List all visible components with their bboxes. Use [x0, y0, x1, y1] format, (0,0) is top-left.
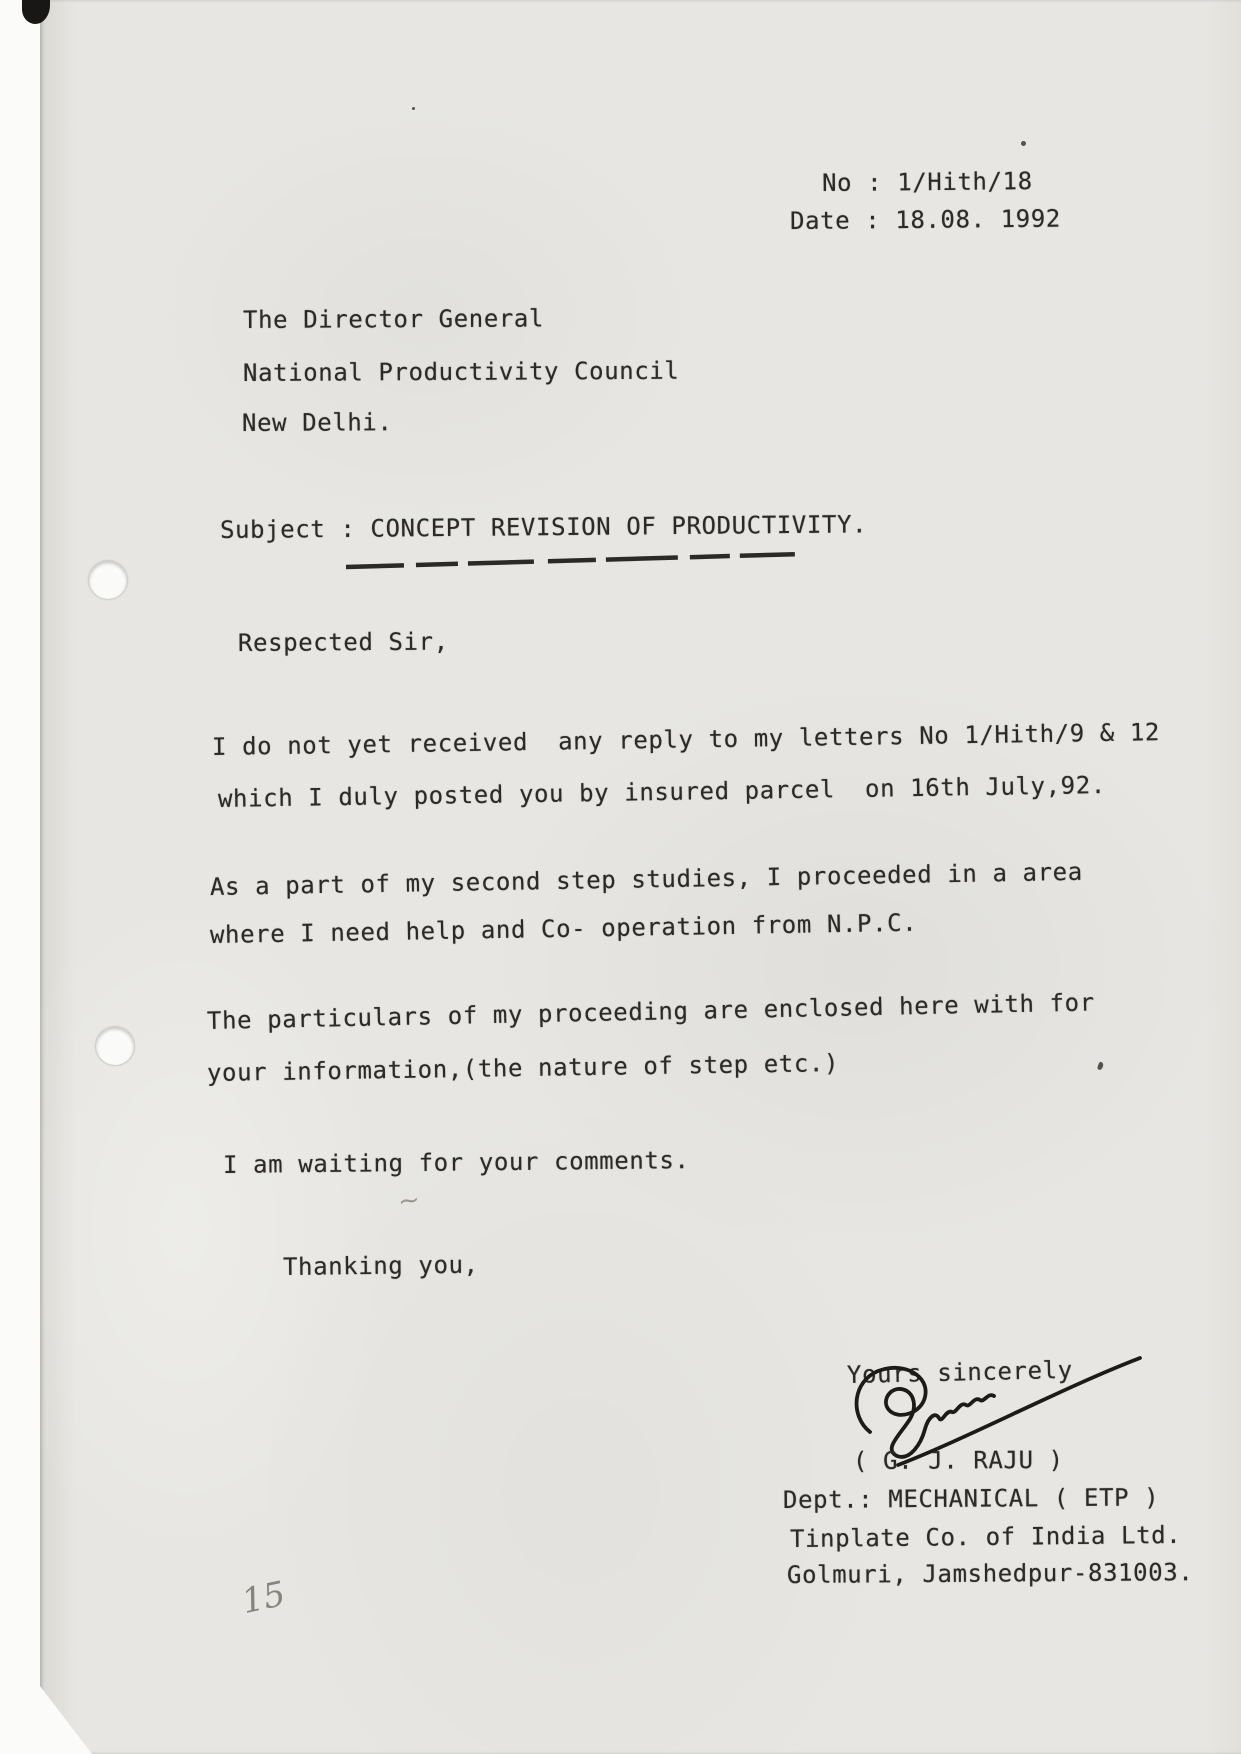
recipient-city: New Delhi.	[241, 408, 393, 437]
body-paragraph-2-line-1: As a part of my second step studies, I proceeded in a area	[209, 857, 1083, 901]
body-paragraph-1-line-2: which I duly posted you by insured parcel on 16th July,92.	[217, 771, 1107, 813]
signature-address: Golmuri, Jamshedpur-831003.	[786, 1558, 1194, 1589]
body-paragraph-3-line-2: your information,(the nature of step etc.)	[206, 1049, 840, 1087]
signature-department: Dept.: MECHANICAL ( ETP )	[782, 1483, 1160, 1514]
scan-speck	[412, 107, 415, 110]
subject-line: Subject : CONCEPT REVISION OF PRODUCTIVITY.	[219, 510, 868, 544]
date-line: Date : 18.08. 1992	[789, 204, 1062, 235]
recipient-title: The Director General	[242, 304, 545, 334]
body-paragraph-2-line-2: where I need help and Co- operation from N.P.C.	[209, 908, 918, 949]
scan-speck	[1021, 141, 1026, 146]
salutation: Respected Sir,	[237, 627, 449, 657]
recipient-organization: National Productivity Council	[242, 356, 680, 387]
signature-company: Tinplate Co. of India Ltd.	[789, 1520, 1182, 1553]
body-paragraph-1-line-1: I do not yet received any reply to my letters No 1/Hith/9 & 12	[211, 718, 1161, 761]
body-paragraph-3-line-1: The particulars of my proceeding are enclosed here with for	[206, 988, 1096, 1035]
subject-underline	[340, 546, 810, 576]
pencil-smudge: ~	[396, 1184, 422, 1218]
punch-hole-top	[88, 560, 128, 600]
closing-line: Thanking you,	[282, 1250, 479, 1281]
pencil-page-number: 15	[238, 1573, 289, 1623]
reference-number: No : 1/Hith/18	[821, 167, 1033, 197]
punch-hole-bottom	[95, 1026, 135, 1066]
signatory-name: ( G. J. RAJU )	[852, 1445, 1064, 1475]
body-paragraph-4-line-1: I am waiting for your comments.	[222, 1146, 690, 1179]
signoff-line: Yours sincerely	[846, 1355, 1074, 1389]
